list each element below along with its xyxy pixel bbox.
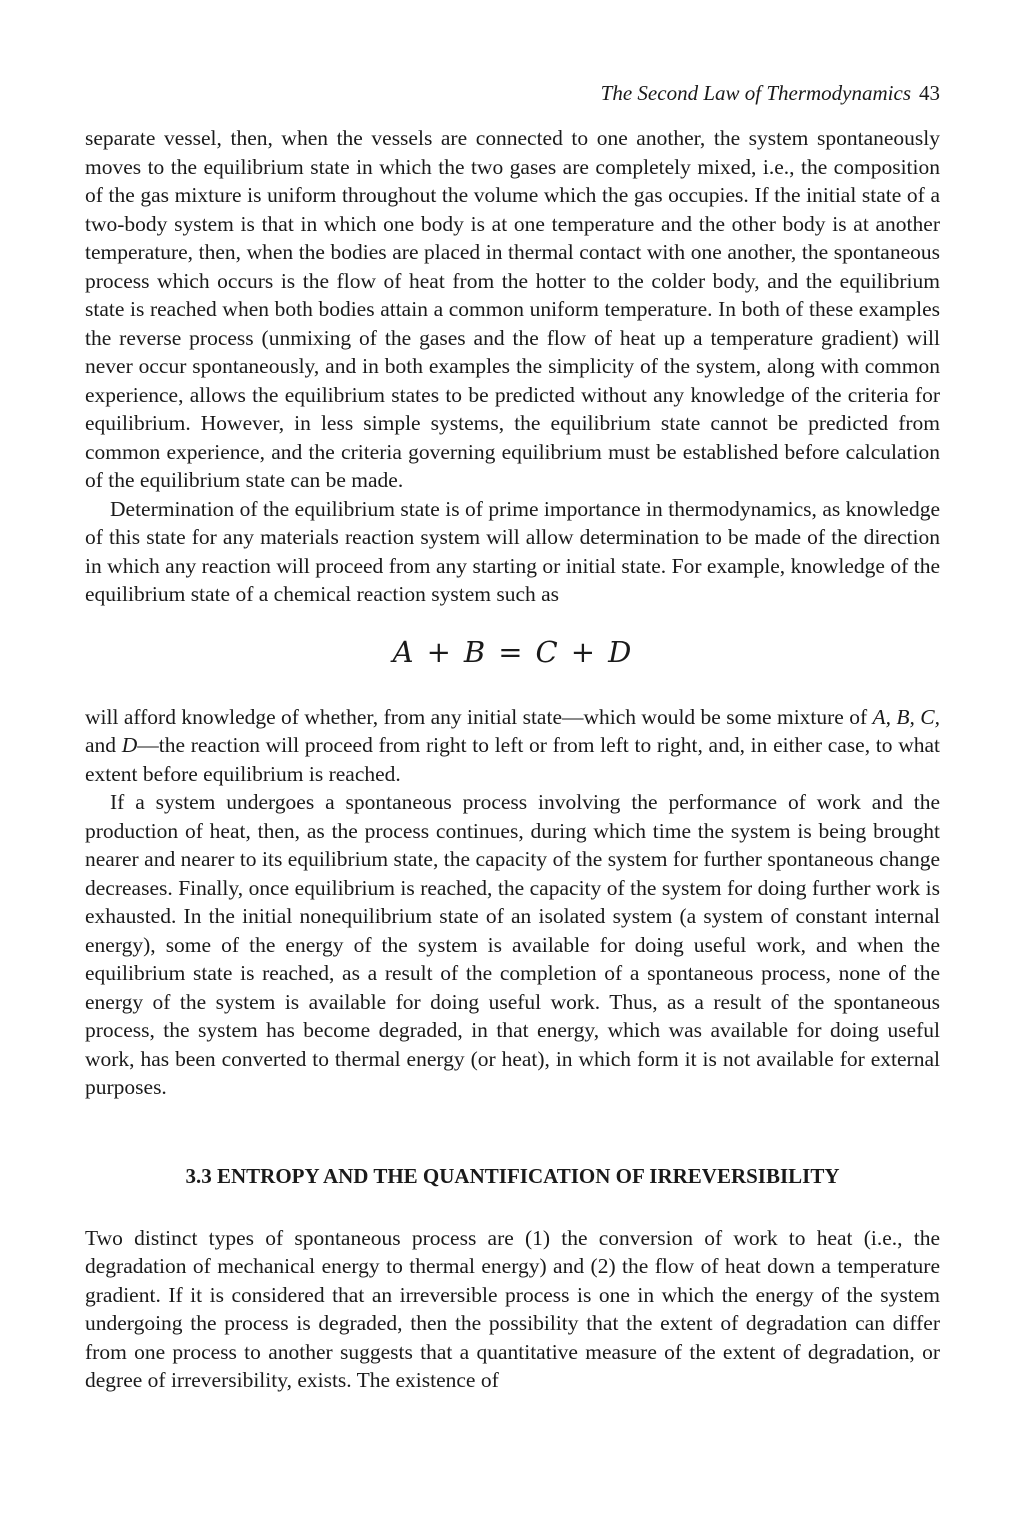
equation-term-b: B [463, 634, 487, 669]
body-text [85, 124, 940, 1395]
paragraph-3-start: will afford knowledge of whether, from any initial state—which would be some mixture of [85, 704, 873, 729]
equation-plus-2: + [570, 634, 597, 669]
running-header [601, 79, 940, 107]
paragraph-3-variables: A, B, C, [872, 704, 941, 729]
paragraph-3-end: —the reaction will proceed from right to left or from left to right, and, in either case, to what extent before equilibrium is reached. [85, 733, 940, 786]
paragraph-2: Determination of the equilibrium state is of prime importance in thermodynamics, as knowledge of this state for any materials reaction system will allow determination to be made of the direction in which any reaction will proceed from any starting or initial state. For example, knowledge of the equilibrium state of a chemical reaction system such as [85, 496, 940, 606]
paragraph-3 [85, 703, 940, 789]
section-heading: 3.3 ENTROPY AND THE QUANTIFICATION OF IRREVERSIBILITY [185, 1163, 840, 1188]
paragraph-5: Two distinct types of spontaneous process are (1) the conversion of work to heat (i.e., the degradation of mechanical energy to thermal energy) and (2) the flow of heat down a temperature gradient. If it is considered that an irreversible process is one in which the energy of the system undergoing the process is degraded, then the possibility that the extent of degradation can differ from one process to another suggests that a quantitative measure of the extent of degradation, or degree of irreversibility, exists. The existence of [85, 1225, 940, 1392]
paragraph-1: separate vessel, then, when the vessels are connected to one another, the system spontaneously moves to the equilibrium state in which the two gases are completely mixed, i.e., the composition of the gas mixture is uniform throughout the volume which the gas occupies. If the initial state of a two-body system is that in which one body is at one temperature and the other body is at another temperature, then, when the bodies are placed in thermal contact with one another, the spontaneous process which occurs is the flow of heat from the hotter to the colder body, and the equilibrium state is reached when both bodies attain a common uniform temperature. In both of these examples the reverse process (unmixing of the gases and the flow of heat up a temperature gradient) will never occur spontaneously, and in both examples the simplicity of the system, along with common experience, allows the equilibrium states to be predicted without any knowledge of the criteria for equilibrium. However, in less simple systems, the equilibrium state cannot be predicted from common experience, and the criteria governing equilibrium must be established before calculation of the equilibrium state can be made. [85, 126, 940, 492]
page-number: 43 [919, 81, 940, 105]
running-title: The Second Law of Thermodynamics [600, 81, 911, 105]
equation-term-d: D [608, 634, 633, 669]
equation-plus-1: + [426, 634, 452, 669]
paragraph-3-and: and [85, 733, 122, 757]
paragraph-3-variable-d: D [121, 733, 138, 757]
equation-equals: = [498, 634, 524, 669]
paragraph-4: If a system undergoes a spontaneous process involving the performance of work and the production of heat, then, as the process continues, during which time the system is being brought nearer and nearer to its equilibrium state, the capacity of the system for further spontaneous change decreases. Finally, once equilibrium is reached, the capacity of the system for doing further work is exhausted. In the initial nonequilibrium state of an isolated system (a system of constant internal energy), some of the energy of the system is available for doing useful work, and when the equilibrium state is reached, as a result of the completion of a spontaneous process, none of the energy of the system is available for doing useful work. Thus, as a result of the spontaneous process, the system has become degraded, in that energy, which was available for doing useful work, has been converted to thermal energy (or heat), in which form it is not available for external purposes. [85, 790, 940, 1099]
reaction-equation [85, 635, 940, 669]
equation-term-c: C [535, 634, 559, 669]
equation-term-a: A [392, 634, 415, 669]
